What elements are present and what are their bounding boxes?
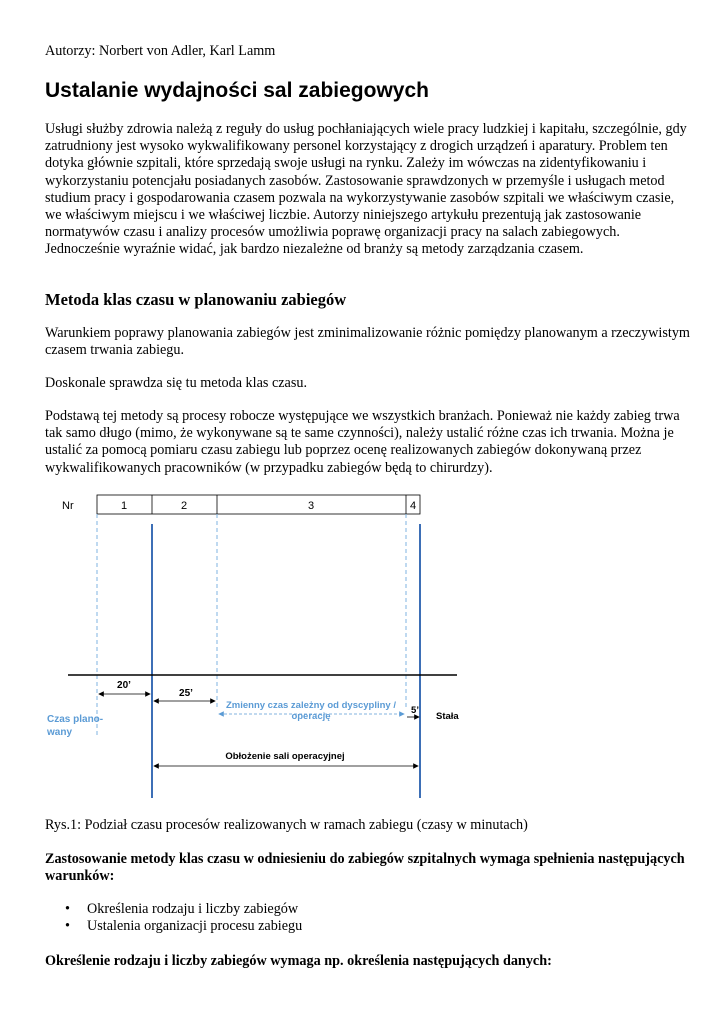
segment-4: 4 [409,500,417,512]
segment-3: 3 [307,500,315,512]
paragraph-basis: Podstawą tej metody są procesy robocze występujące we wszystkich branżach. Ponieważ nie każdy zabieg trwa tak samo długo (mimo, że wykonywane są te same czynności), należy ustalić różne czas ich trwania. Można je ustalić za pomocą pomiaru czasu zabiegu lub poprzez ocenę realizowanych zabiegów dokonywaną przez wykwalifikowanych pracowników (w przypadku zabiegów będą to chirurdzy). [45,408,680,476]
label-5: 5’ [411,705,419,716]
authors-line: Autorzy: Norbert von Adler, Karl Lamm [45,43,276,59]
occupancy-label: Obłożenie sali operacyjnej [225,751,345,762]
data-heading: Określenie rodzaju i liczby zabiegów wymaga np. określenia następujących danych: [45,953,552,969]
list-item: • Określenia rodzaju i liczby zabiegów [65,901,685,918]
variable-label-line1: Zmienny czas zależny od dyscypliny / [225,700,397,711]
nr-label: Nr [62,500,74,512]
label-25: 25’ [179,688,193,699]
list-item: • Ustalenia organizacji procesu zabiegu [65,918,685,935]
variable-label-line2: operację [291,711,331,722]
fixed-label: Stała [436,711,459,722]
planned-label-line2: wany [47,727,73,738]
conditions-list [65,901,685,935]
section-heading: Metoda klas czasu w planowaniu zabiegów [45,290,347,309]
paragraph-method: Doskonale sprawdza się tu metoda klas czasu. [45,375,307,391]
article-title: Ustalanie wydajności sal zabiegowych [45,79,429,102]
planned-label-line1: Czas plano- [47,714,104,725]
segment-2: 2 [180,500,188,512]
label-20: 20’ [117,680,131,691]
figure-caption: Rys.1: Podział czasu procesów realizowanych w ramach zabiegu (czasy w minutach) [45,817,528,833]
segment-table [97,495,420,514]
paragraph-planning: Warunkiem poprawy planowania zabiegów jest zminimalizowanie różnic pomiędzy planowanym a rzeczywistym czasem trwania zabiegu. [45,325,690,359]
conditions-heading: Zastosowanie metody klas czasu w odniesieniu do zabiegów szpitalnych wymaga spełnienia następujących warunków: [45,851,685,885]
segment-1: 1 [120,500,128,512]
time-class-diagram [40,490,480,805]
intro-paragraph: Usługi służby zdrowia należą z reguły do usług pochłaniających wiele pracy ludzkiej i kapitału, szczególnie, gdy zatrudniony jest wysoko wykwalifikowany personel korzystający z drogich urządzeń i aparatury. Problem ten dotyka głównie szpitali, które sprzedają swoje usługi na rynku. Zależy im wówczas na zidentyfikowaniu i wykorzystaniu potencjału posiadanych zasobów. Zastosowanie sprawdzonych w przemyśle i usługach metod studium pracy i gospodarowania czasem pozwala na wykorzystywanie zasobów szpitali we właściwym czasie, we właściwym miejscu i we właściwej liczbie. Autorzy niniejszego artykułu prezentują jak zastosowanie normatywów czasu i analizy procesów umożliwia poprawę organizacji pracy na salach zabiegowych. Jednocześnie wyraźnie widać, jak bardzo niezależne od branży są metody zarządzania czasem. [45,121,687,258]
